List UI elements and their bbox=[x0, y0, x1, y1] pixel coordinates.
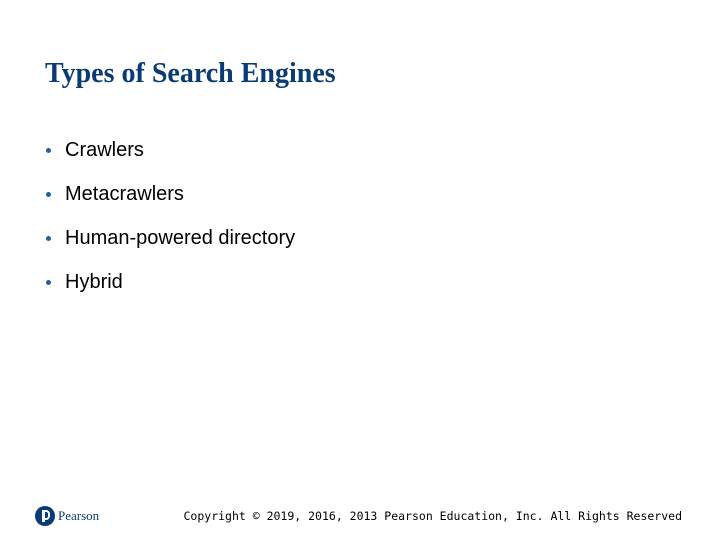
bullet-icon bbox=[46, 236, 51, 241]
list-item bbox=[44, 180, 295, 208]
copyright-notice: Copyright © 2019, 2016, 2013 Pearson Education, Inc. All Rights Reserved bbox=[183, 509, 682, 523]
bullet-text: Human-powered directory bbox=[65, 226, 296, 249]
bullet-text: Crawlers bbox=[65, 138, 144, 161]
pearson-logo-icon bbox=[35, 506, 55, 526]
bullet-icon bbox=[46, 280, 51, 285]
list-item bbox=[44, 136, 295, 164]
bullet-icon bbox=[46, 192, 51, 197]
bullet-icon bbox=[46, 148, 51, 153]
pearson-logo bbox=[35, 506, 99, 526]
slide-title: Types of Search Engines bbox=[45, 58, 336, 89]
logo-text: Pearson bbox=[58, 508, 100, 523]
bullet-list bbox=[44, 136, 295, 312]
list-item bbox=[44, 224, 295, 252]
bullet-text: Hybrid bbox=[65, 270, 123, 293]
list-item bbox=[44, 268, 295, 296]
bullet-text: Metacrawlers bbox=[65, 182, 184, 205]
